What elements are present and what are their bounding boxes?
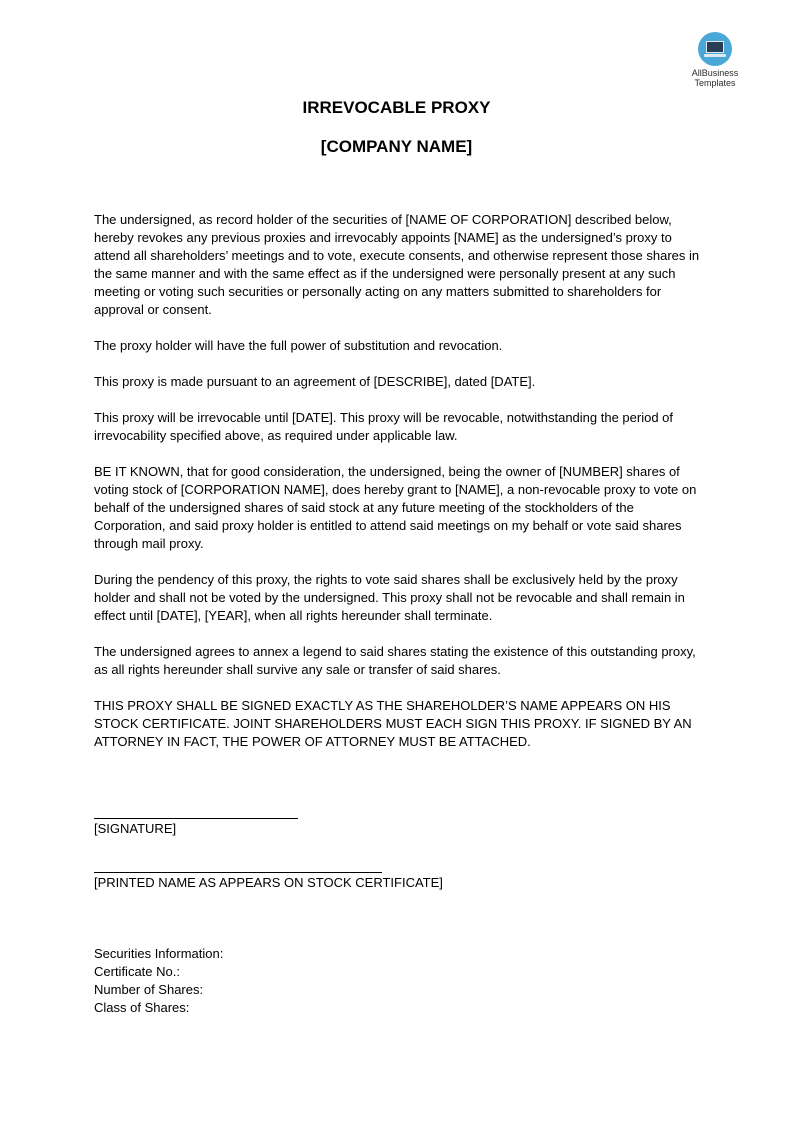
paragraph-appointment: The undersigned, as record holder of the securities of [NAME OF CORPORATION] described below, hereby revokes any previous proxies and irrevocably appoints [NAME] as the undersigned’s proxy to attend all shareholders’ meetings and to vote, execute consents, and otherwise represent those shares in the same manner and with the same effect as if the undersigned were personally present at any such meeting or voting such securities or personally acting on any matters submitted to shareholders for approval or consent. <box>94 212 700 317</box>
laptop-icon <box>698 32 732 66</box>
paragraph-legend: The undersigned agrees to annex a legend to said shares stating the existence of this outstanding proxy, as all rights hereunder shall survive any sale or transfer of said shares. <box>94 644 696 677</box>
class-of-shares-label: Class of Shares: <box>94 1000 190 1015</box>
paragraph-signing-instructions: THIS PROXY SHALL BE SIGNED EXACTLY AS THE SHAREHOLDER’S NAME APPEARS ON HIS STOCK CERTIFICATE. JOINT SHAREHOLDERS MUST EACH SIGN THIS PROXY. IF SIGNED BY AN ATTORNEY IN FACT, THE POWER OF ATTORNEY MUST BE ATTACHED. <box>94 698 692 749</box>
paragraph-pendency: During the pendency of this proxy, the rights to vote said shares shall be exclusively held by the proxy holder and shall not be voted by the undersigned. This proxy shall not be revocable and shall remain in effect until [DATE], [YEAR], when all rights hereunder shall terminate. <box>94 572 685 623</box>
paragraph-substitution: The proxy holder will have the full power of substitution and revocation. <box>94 338 503 353</box>
company-name-placeholder: [COMPANY NAME] <box>320 137 473 156</box>
document-body <box>94 211 700 769</box>
securities-information <box>94 945 223 1017</box>
number-of-shares-label: Number of Shares: <box>94 982 204 997</box>
printed-name-block <box>94 872 443 892</box>
signature-block <box>94 818 298 838</box>
securities-heading: Securities Information: <box>94 946 224 961</box>
certificate-no-label: Certificate No.: <box>94 964 180 979</box>
paragraph-grant: BE IT KNOWN, that for good consideration, the undersigned, being the owner of [NUMBER] shares of voting stock of [CORPORATION NAME], does hereby grant to [NAME], a non-revocable proxy to vote on behalf of the undersigned shares of said stock at any future meeting of the stockholders of the Corporation, and said proxy holder is entitled to attend said meetings on my behalf or vote said shares through mail proxy. <box>94 464 697 551</box>
printed-name-line <box>94 872 382 873</box>
signature-label: [SIGNATURE] <box>94 821 177 836</box>
paragraph-agreement: This proxy is made pursuant to an agreement of [DESCRIBE], dated [DATE]. <box>94 374 536 389</box>
document-title: IRREVOCABLE PROXY <box>302 98 491 117</box>
paragraph-irrevocability: This proxy will be irrevocable until [DATE]. This proxy will be revocable, notwithstanding the period of irrevocability specified above, as required under applicable law. <box>94 410 674 443</box>
logo-text-line2: Templates <box>694 78 736 88</box>
signature-line <box>94 818 298 819</box>
printed-name-label: [PRINTED NAME AS APPEARS ON STOCK CERTIFICATE] <box>94 875 443 890</box>
logo-text-line1: AllBusiness <box>691 68 739 78</box>
allbusiness-templates-logo <box>682 32 748 88</box>
